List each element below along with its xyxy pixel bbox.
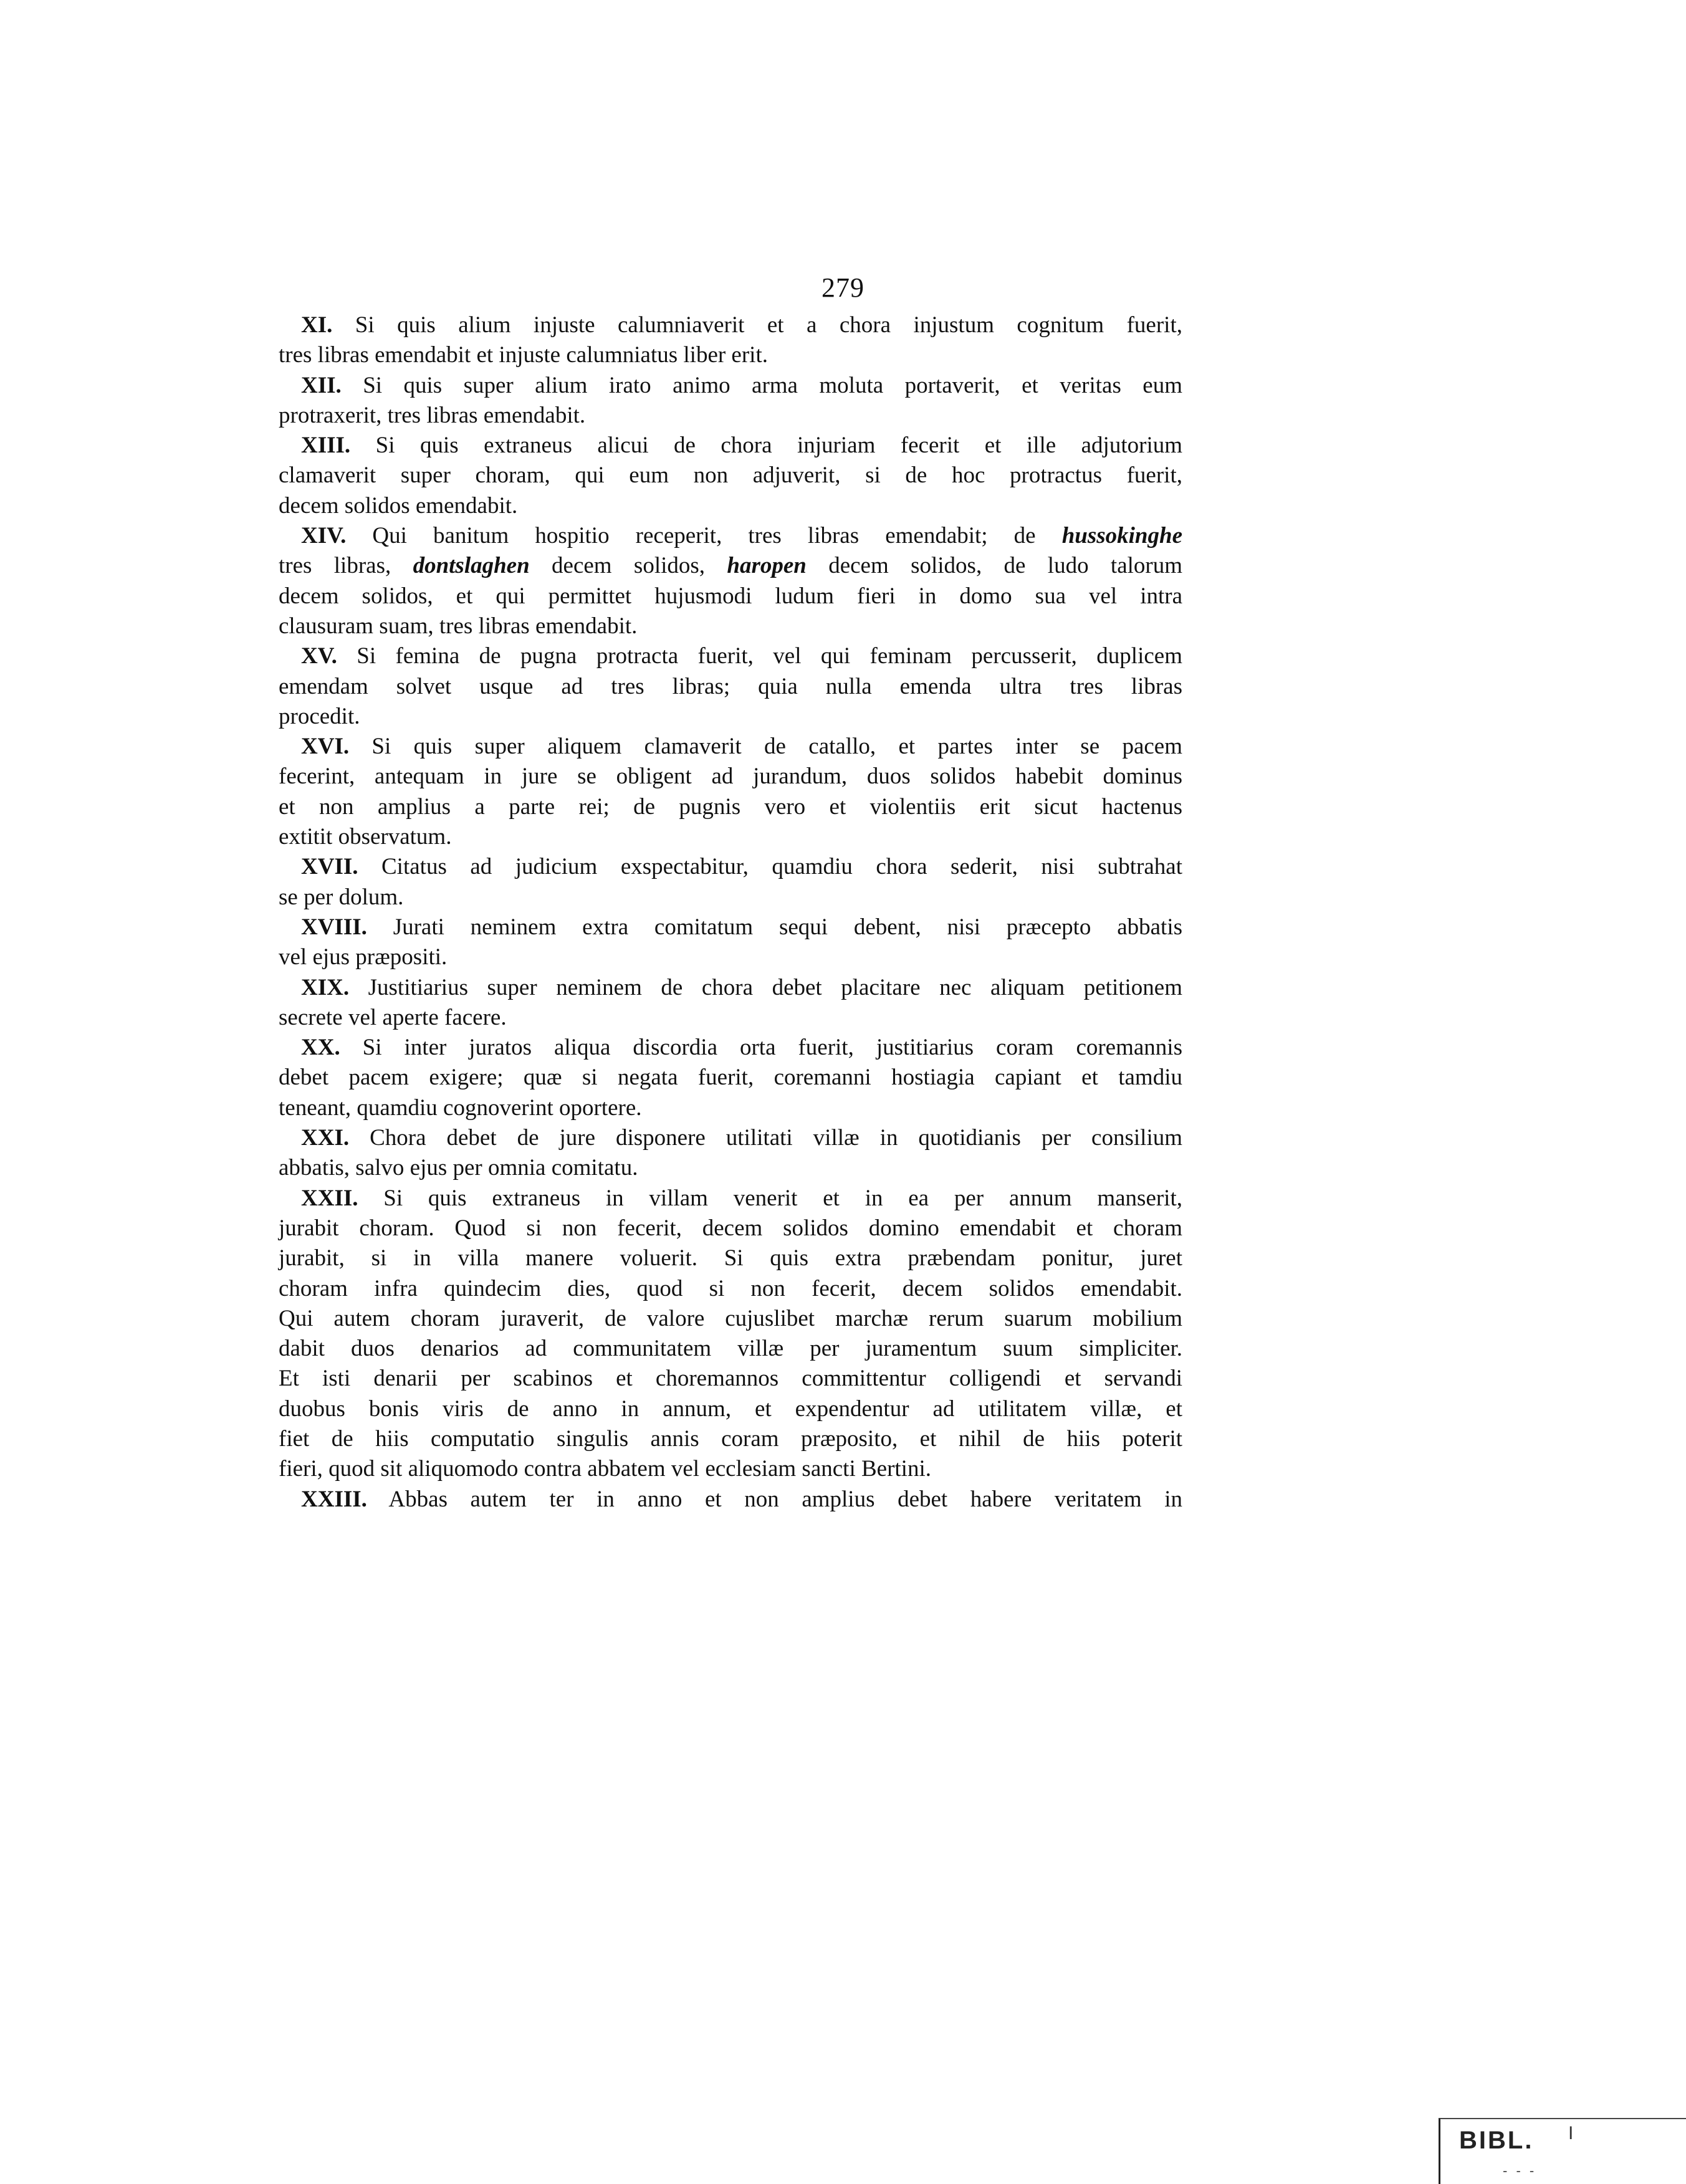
text-line: tres libras, dontslaghen decem solidos, haropen decem solidos, de ludo talorum — [279, 553, 1183, 579]
line-text: Si inter juratos aliqua discordia orta fuerit, justitiarius coram coremannis — [340, 1035, 1182, 1061]
text-line: procedit. — [279, 703, 360, 729]
page-number: 279 — [821, 272, 865, 303]
line-text: Abbas autem ter in anno et non amplius debet habere veritatem in — [366, 1486, 1182, 1512]
text-line — [279, 852, 1182, 882]
line-text: Citatus ad judicium exspectabitur, quamdiu chora sederit, nisi subtrahat — [358, 854, 1182, 880]
text-line — [279, 521, 1182, 551]
text-line: protraxerit, tres libras emendabit. — [279, 402, 586, 428]
text-line: choram infra quindecim dies, quod si non fecerit, decem solidos emendabit. — [279, 1275, 1182, 1301]
text-line: fiet de hiis computatio singulis annis coram præposito, et nihil de hiis poterit — [279, 1425, 1182, 1452]
text-line: clamaverit super choram, qui eum non adjuverit, si de hoc protractus fuerit, — [279, 462, 1182, 489]
line-text: Chora debet de jure disponere utilitati villæ in quotidianis per consilium — [349, 1125, 1182, 1151]
text-line: abbatis, salvo ejus per omnia comitatu. — [279, 1155, 638, 1181]
article-number: XV. — [301, 643, 337, 669]
article-number: XI. — [301, 312, 333, 338]
text-line — [279, 310, 1182, 340]
text-line: extitit observatum. — [279, 824, 452, 850]
body-text — [279, 310, 1182, 1515]
text-line: secrete vel aperte facere. — [279, 1004, 507, 1030]
text-line — [279, 1485, 1182, 1515]
line-text: Qui banitum hospitio receperit, tres libras emendabit; de hussokinghe — [346, 523, 1182, 549]
text-line: duobus bonis viris de anno in annum, et expendentur ad utilitatem villæ, et — [279, 1396, 1182, 1422]
text-line — [279, 732, 1182, 762]
text-line: fecerint, antequam in jure se obligent ad jurandum, duos solidos habebit dominus — [279, 764, 1182, 790]
article-number: XX. — [301, 1035, 340, 1061]
stamp-tail: - - - — [1503, 2163, 1537, 2178]
vernacular-term: hussokinghe — [1061, 523, 1182, 549]
line-text: Si quis alium injuste calumniaverit et a chora injustum cognitum fuerit, — [332, 312, 1182, 338]
line-text: Jurati neminem extra comitatum sequi debent, nisi præcepto abbatis — [366, 914, 1182, 940]
text-line: Qui autem choram juraverit, de valore cujuslibet marchæ rerum suarum mobilium — [279, 1305, 1182, 1331]
text-line — [279, 973, 1182, 1003]
article-number: XXIII. — [301, 1486, 367, 1512]
article-number: XVIII. — [301, 914, 367, 940]
line-text: Justitiarius super neminem de chora debet placitare nec aliquam petitionem — [349, 974, 1182, 1000]
line-text: Si quis extraneus in villam venerit et in ea per annum manserit, — [358, 1185, 1182, 1211]
text-line: decem solidos emendabit. — [279, 492, 518, 519]
article-number: XIX. — [301, 974, 350, 1000]
text-line — [279, 641, 1182, 671]
text-line: se per dolum. — [279, 884, 404, 910]
vernacular-term: haropen — [727, 553, 807, 579]
text-line: teneant, quamdiu cognoverint oportere. — [279, 1094, 642, 1121]
vernacular-term: dontslaghen — [413, 553, 530, 579]
text-line — [279, 1123, 1182, 1153]
line-text: Si femina de pugna protracta fuerit, vel qui feminam percusserit, duplicem — [337, 643, 1182, 669]
line-text: Si quis super aliquem clamaverit de catallo, et partes inter se pacem — [349, 734, 1182, 760]
text-line: clausuram suam, tres libras emendabit. — [279, 613, 638, 639]
text-line — [279, 1184, 1182, 1214]
text-line: emendam solvet usque ad tres libras; quia nulla emenda ultra tres libras — [279, 673, 1182, 699]
article-number: XII. — [301, 372, 342, 398]
text-line — [279, 912, 1182, 942]
library-stamp — [1439, 2118, 1686, 2184]
text-line: jurabit choram. Quod si non fecerit, decem solidos domino emendabit et choram — [279, 1215, 1182, 1241]
text-line: tres libras emendabit et injuste calumniatus liber erit. — [279, 342, 768, 368]
text-line — [279, 1033, 1182, 1063]
text-line: vel ejus præpositi. — [279, 944, 448, 970]
text-line: jurabit, si in villa manere voluerit. Si quis extra præbendam ponitur, juret — [279, 1245, 1182, 1272]
text-line: Et isti denarii per scabinos et choremannos committentur colligendi et servandi — [279, 1366, 1182, 1392]
article-number: XIII. — [301, 433, 351, 459]
line-text: Si quis super alium irato animo arma moluta portaverit, et veritas eum — [341, 372, 1182, 398]
text-line: debet pacem exigere; quæ si negata fuerit, coremanni hostiagia capiant et tamdiu — [279, 1065, 1182, 1091]
text-line — [279, 431, 1182, 461]
article-number: XXII. — [301, 1185, 358, 1211]
text-line: fieri, quod sit aliquomodo contra abbatem vel ecclesiam sancti Bertini. — [279, 1456, 931, 1482]
article-number: XIV. — [301, 523, 347, 549]
text-line: et non amplius a parte rei; de pugnis vero et violentiis erit sicut hactenus — [279, 793, 1182, 820]
stamp-label: BIBL. — [1459, 2127, 1534, 2154]
stamp-mark: I — [1568, 2123, 1574, 2143]
article-number: XVII. — [301, 854, 358, 880]
text-line — [279, 371, 1182, 401]
line-text: Si quis extraneus alicui de chora injuriam fecerit et ille adjutorium — [350, 433, 1182, 459]
article-number: XXI. — [301, 1125, 350, 1151]
text-line: dabit duos denarios ad communitatem villæ per juramentum suum simpliciter. — [279, 1336, 1182, 1362]
article-number: XVI. — [301, 734, 350, 760]
text-line: decem solidos, et qui permittet hujusmodi ludum fieri in domo sua vel intra — [279, 583, 1182, 609]
